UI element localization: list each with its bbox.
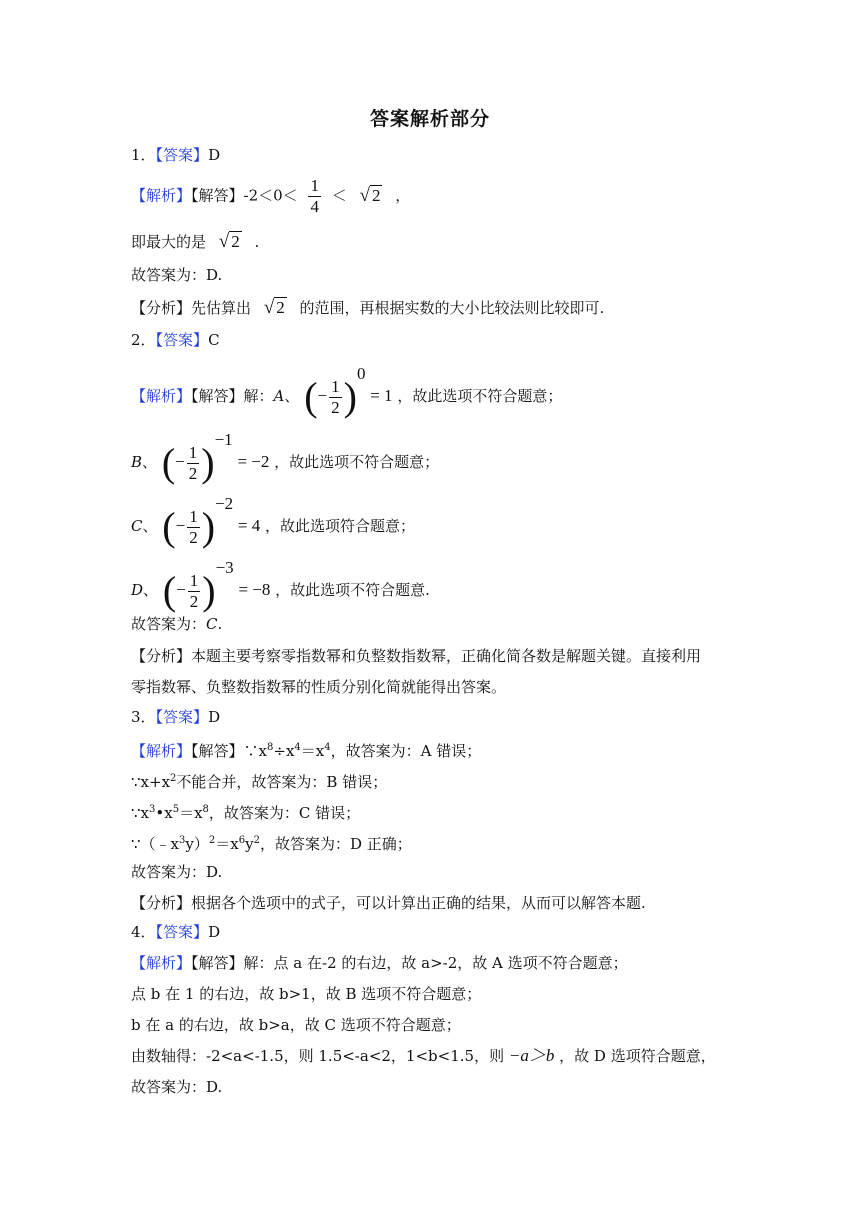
q2-jie: 解：: [243, 387, 274, 405]
q2-option-c-sep: 、: [142, 517, 158, 535]
q1-inequality-start: -2＜0＜: [243, 186, 298, 205]
q2-d-frac: [188, 571, 201, 612]
q3-answer: D: [208, 708, 221, 726]
q2-b-equals: = −2: [237, 452, 270, 471]
q2-a-den: 2: [331, 397, 340, 417]
q4-line5: 故答案为：D.: [131, 1078, 223, 1096]
q3-line4: [131, 831, 412, 854]
q2-answer-label: 【答案】: [155, 331, 209, 349]
q2-c-frac: [187, 507, 200, 548]
q1-answer-line: [131, 145, 220, 165]
q3-l2-b: 不能合并，故答案为：B 错误；: [176, 773, 388, 791]
q4-line2: 点 b 在 1 的右边，故 b>1，故 B 选项不符合题意；: [131, 985, 482, 1003]
q3-analysis-label: 【分析】: [131, 894, 192, 912]
q3-l4-e3: 6: [238, 835, 246, 846]
q4-line3: b 在 a 的右边，故 b>a，故 C 选项不符合题意；: [131, 1016, 461, 1034]
q1-answer: D: [208, 146, 221, 164]
q3-jieda-label: 【解答】: [191, 742, 244, 760]
q2-jieda-label: 【解答】: [191, 387, 244, 405]
q1-line2: [131, 232, 259, 252]
q3-l1-e1: 8: [267, 742, 274, 753]
q2-analysis-label: 【分析】: [131, 647, 192, 665]
q4-answer-line: [131, 922, 220, 942]
q3-l1-a: ∵x: [243, 742, 267, 760]
q3-l1-d: ，故答案为：A 错误；: [330, 742, 482, 760]
q2-d-tail: ，故此选项不符合题意.: [275, 581, 430, 599]
q1-line2-sqrt-value: 2: [231, 232, 240, 251]
q3-l2-a: ∵x+x: [131, 773, 171, 791]
q4-l4-a: 由数轴得：-2<a<-1.5，则 1.5<-a<2，1<b<1.5，则: [131, 1047, 505, 1065]
q3-answer-label: 【答案】: [155, 708, 209, 726]
q1-analysis-line: [131, 298, 604, 318]
q3-l4-b: y）: [185, 835, 209, 853]
q1-analysis-sqrt: √ 2: [263, 297, 285, 318]
q1-analysis-label: 【分析】: [131, 299, 192, 317]
q4-jieda-label: 【解答】: [191, 954, 244, 972]
q3-l3-e1: 3: [149, 804, 156, 815]
q2-final-letter: C: [206, 615, 218, 633]
q3-line2: [131, 769, 387, 792]
q2-option-a-letter: A: [273, 387, 285, 405]
q1-frac-num: 1: [310, 176, 319, 195]
q1-line3: 故答案为：D.: [131, 266, 223, 284]
q2-d-equals: = −8: [238, 580, 271, 599]
q2-c-neg: −: [175, 516, 186, 535]
q3-l2-e1: 2: [170, 773, 177, 784]
q1-analysis-text-b: 的范围，再根据实数的大小比较法则比较即可.: [299, 299, 605, 317]
q4-answer: D: [208, 923, 221, 941]
q1-analysis-text-a: 先估算出: [191, 299, 252, 317]
q2-option-b-letter: B: [131, 453, 143, 471]
page-title: 答案解析部分: [369, 108, 490, 130]
q3-l3-a: ∵x: [131, 804, 150, 822]
q2-d-neg: −: [176, 580, 186, 599]
q3-l1-e3: 4: [324, 742, 331, 753]
q2-option-b-sep: 、: [142, 453, 158, 471]
q4-answer-label: 【答案】: [155, 923, 209, 941]
q1-analysis-sqrt-value: 2: [276, 298, 285, 317]
q2-number: 2．: [131, 331, 156, 349]
q2-option-d: D、 (− $\frac{1}{2}$ )$^{-3}$ = −8 ，故此选项不符合题意.: [131, 558, 430, 613]
q2-a-tail: ，故此选项不符合题意；: [397, 387, 563, 405]
q3-l3-e3: 8: [202, 804, 209, 815]
q4-number: 4．: [131, 923, 156, 941]
q2-c-equals: = 4: [237, 516, 261, 535]
q3-analysis-line: [131, 893, 646, 913]
q3-l3-b: •x: [155, 804, 173, 822]
q2-b-frac: [187, 443, 200, 484]
q2-option-d-sep: 、: [143, 581, 159, 599]
q3-l3-e2: 5: [172, 804, 180, 815]
q1-number: 1．: [131, 146, 156, 164]
q2-a-equals: = 1: [370, 386, 393, 405]
q2-a-num: 1: [331, 376, 340, 396]
q2-c-tail: ，故此选项符合题意；: [265, 517, 416, 535]
q2-c-exponent: −2: [215, 494, 234, 513]
q3-l3-d: ，故答案为：C 错误；: [208, 804, 361, 822]
q2-b-den: 2: [188, 463, 198, 483]
q2-option-d-letter: D: [131, 581, 144, 599]
q2-option-a-sep: 、: [284, 387, 300, 405]
q2-a-neg: −: [317, 386, 328, 405]
q1-frac-den: 4: [310, 197, 319, 216]
q2-d-den: 2: [189, 591, 199, 611]
q3-l1-b: ÷x: [273, 742, 295, 760]
q1-sqrt: √ 2: [359, 184, 381, 206]
q2-final-period: .: [217, 615, 223, 633]
q3-l4-d: y: [245, 835, 254, 853]
q2-analysis-line2: 零指数幂、负整数指数幂的性质分别化简就能得出答案。: [131, 678, 507, 696]
q3-line3: [131, 800, 360, 823]
q4-jiexi-label: 【解析】: [131, 954, 192, 972]
q3-l4-e1: 3: [179, 835, 186, 846]
q2-option-b: B、 (− $\frac{1}{2}$ )$^{-1}$ = −2 ，故此选项不符合题意；: [131, 430, 440, 485]
q1-jieda-label: 【解答】: [191, 186, 244, 205]
q3-l4-e4: 2: [253, 835, 260, 846]
q2-b-neg: −: [175, 452, 185, 471]
q1-fraction: [308, 176, 321, 217]
q2-option-c: C、 (− $\frac{1}{2}$ )$^{-2}$ = 4 ，故此选项符合题意；: [131, 494, 416, 549]
q2-final-text: 故答案为：: [131, 615, 207, 633]
q2-b-exponent: −1: [214, 430, 233, 449]
q3-l1-e2: 4: [294, 742, 301, 753]
q2-option-a: 【解析】【解答】解：A、 (− $\frac{1}{2}$ )$^0$ = 1 ，故此选项不符合题意；: [131, 364, 563, 419]
q2-d-num: 1: [189, 570, 199, 590]
q4-line4: [131, 1046, 716, 1066]
q2-a-exponent: 0: [356, 364, 366, 383]
q3-l3-c: ＝x: [179, 804, 203, 822]
q2-answer: C: [208, 331, 220, 349]
q2-b-num: 1: [188, 442, 198, 462]
q2-a-frac: [329, 377, 342, 418]
q2-analysis-text-1: 本题主要考察零指数幂和负整数指数幂，正确化简各数是解题关键。直接利用: [191, 647, 702, 665]
q1-comma: ，: [395, 186, 411, 205]
q4-l4-b: ，故 D 选项符合题意，: [559, 1047, 716, 1065]
q1-answer-label: 【答案】: [155, 146, 209, 164]
q1-line2-text: 即最大的是: [131, 233, 207, 251]
q3-l4-e2: 2: [208, 835, 216, 846]
q2-option-c-letter: C: [131, 517, 143, 535]
q1-less-than: ＜: [331, 186, 347, 205]
q2-jiexi-label: 【解析】: [131, 387, 192, 405]
q4-line1: [131, 953, 628, 973]
q1-jiexi-label: 【解析】: [131, 186, 192, 205]
q2-c-den: 2: [189, 527, 198, 547]
q3-jiexi-label: 【解析】: [131, 742, 192, 760]
q3-l4-a: ∵（﹣x: [131, 835, 180, 853]
q1-solution-line: [131, 176, 410, 217]
q4-l1-text: 解：点 a 在-2 的右边，故 a>-2，故 A 选项不符合题意；: [243, 954, 628, 972]
q1-line2-sqrt: √ 2: [218, 231, 240, 252]
q3-l1-c: ＝x: [300, 742, 325, 760]
q3-l4-c: ＝x: [215, 835, 239, 853]
q2-final-answer: [131, 614, 222, 634]
q2-c-num: 1: [189, 506, 198, 526]
q1-line2-period: .: [254, 233, 260, 251]
q2-answer-line: [131, 330, 220, 350]
q3-number: 3．: [131, 708, 156, 726]
q1-sqrt-value: 2: [371, 185, 381, 205]
q3-l4-f: ，故答案为：D 正确；: [259, 835, 412, 853]
q3-line5: 故答案为：D.: [131, 863, 223, 881]
q2-analysis-line1: [131, 646, 701, 666]
q2-d-exponent: −3: [215, 558, 234, 577]
q3-line1: [131, 738, 481, 761]
q3-answer-line: [131, 707, 220, 727]
q4-l4-math: −a＞b: [508, 1046, 555, 1065]
q2-b-tail: ，故此选项不符合题意；: [274, 453, 440, 471]
q3-analysis-text: 根据各个选项中的式子，可以计算出正确的结果，从而可以解答本题.: [191, 894, 646, 912]
